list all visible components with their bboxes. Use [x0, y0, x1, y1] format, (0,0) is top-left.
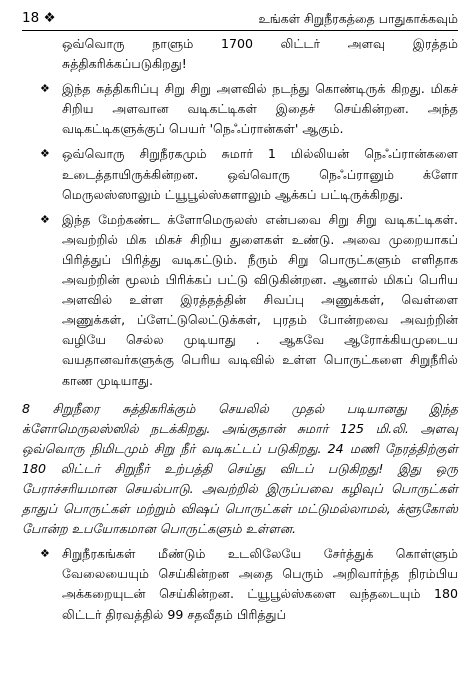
page-number: 18 — [22, 10, 40, 26]
bullet-diamond-icon: ❖ — [40, 82, 50, 96]
intro-continuation: ஒவ்வொரு நாளும் 1700 லிட்டர் அளவு இரத்தம் சுத்திகரிக்கப்படுகிறது! — [62, 36, 458, 72]
bullet-text: இந்த மேற்கண்ட க்ளோமெருலஸ் என்பவை சிறு சிறு வடிகட்டிகள். அவற்றில் மிக மிகச் சிறிய துளைகள் உண்டு. அவை முறையாகப் பிரித்துப் பிரித்து வடிகட்டும். நீரும் சிறு பொருட்களும் எளிதாக அவற்றின் மூலம் பிரிக்கப் பட்டு விடுகின்றன. ஆனால் மிகப் பெரிய அளவில் உள்ள இரத்தத்தின் சிவப்பு அணுக்கள், வெள்ளை அணுக்கள், ப்ளேட்டுலெட்டுக்கள், புரதம் போன்றவை அவற்றின் வழியே செல்ல முடியாது . ஆகவே ஆரோக்கியமுடைய வயதானவர்களுக்கு பெரிய வடிவில் உள்ள பொருட்களை சிறுநீரில் காண முடியாது. — [62, 211, 458, 388]
page-body — [22, 34, 458, 625]
bullet-item-2 — [22, 144, 458, 204]
bullet-text: ஒவ்வொரு சிறுநீரகமும் சுமார் 1 மில்லியன் நெஃப்ரான்களை உடைத்தாயிருக்கின்றன. ஒவ்வொரு நெஃப்ரானும் க்ளோ மெருலஸ்ஸாலும் ட்யூபூல்ஸ்களாலும் ஆக்கப் பட்டிருக்கிறது. — [62, 146, 458, 202]
bullet-diamond-icon: ❖ — [40, 212, 50, 226]
bullet-diamond-icon: ❖ — [40, 547, 50, 561]
bullet-item-4 — [22, 544, 458, 624]
body-paragraph: 8 சிறுநீரை சுத்திகரிக்கும் செயலில் முதல் படியானது இந்த க்ளோமெருலஸ்ஸில் நடக்கிறது. அங்குதான் சுமார் 125 மி.லி. அளவு ஒவ்வொரு நிமிடமும் சிறு நீர் வடிகட்டப் படுகிறது. 24 மணி நேரத்திற்குள் 180 லிட்டர் சிறுநீர் உற்பத்தி செய்து விடப் படுகிறது! இது ஒரு பேராச்சரியமான செயல்பாடு. அவற்றில் இருப்பவை கழிவுப் பொருட்கள் தாதுப் பொருட்கள் மற்றும் விஷப் பொருட்கள் மட்டுமல்லாமல், க்ளூகோஸ் போன்ற உபயோகமான பொருட்களும் உள்ளன. — [22, 400, 458, 537]
bullet-text: இந்த சுத்திகரிப்பு சிறு சிறு அளவில் நடந்து கொண்டிருக் கிறது. மிகச் சிறிய அளவான வடிகட்டிகள் இதைச் செய்கின்றன. அந்த வடிகட்டிகளுக்குப் பெயர் 'நெஃப்ரான்கள்' ஆகும். — [62, 81, 458, 137]
bullet-text: சிறுநீரகங்கள் மீண்டும் உடலிலேயே சேர்த்துக் கொள்ளும் வேலையையும் செய்கின்றன அதை பெரும் அறிவார்ந்த நிரம்பிய அக்கறையுடன் செய்கின்றன. ட்யூபூல்ஸ்களை வந்தடையும் 180 லிட்டர் திரவத்தில் 99 சதவீதம் பிரித்துப் — [62, 546, 458, 622]
page-header — [22, 8, 458, 31]
page-number-group — [22, 8, 56, 28]
bullet-item-3 — [22, 210, 458, 391]
bullet-item-1 — [22, 79, 458, 139]
running-title: உங்கள் சிறுநீரகத்தை பாதுகாக்கவும் — [258, 11, 458, 26]
diamond-ornament-icon: ❖ — [43, 10, 56, 26]
bullet-diamond-icon: ❖ — [40, 147, 50, 161]
